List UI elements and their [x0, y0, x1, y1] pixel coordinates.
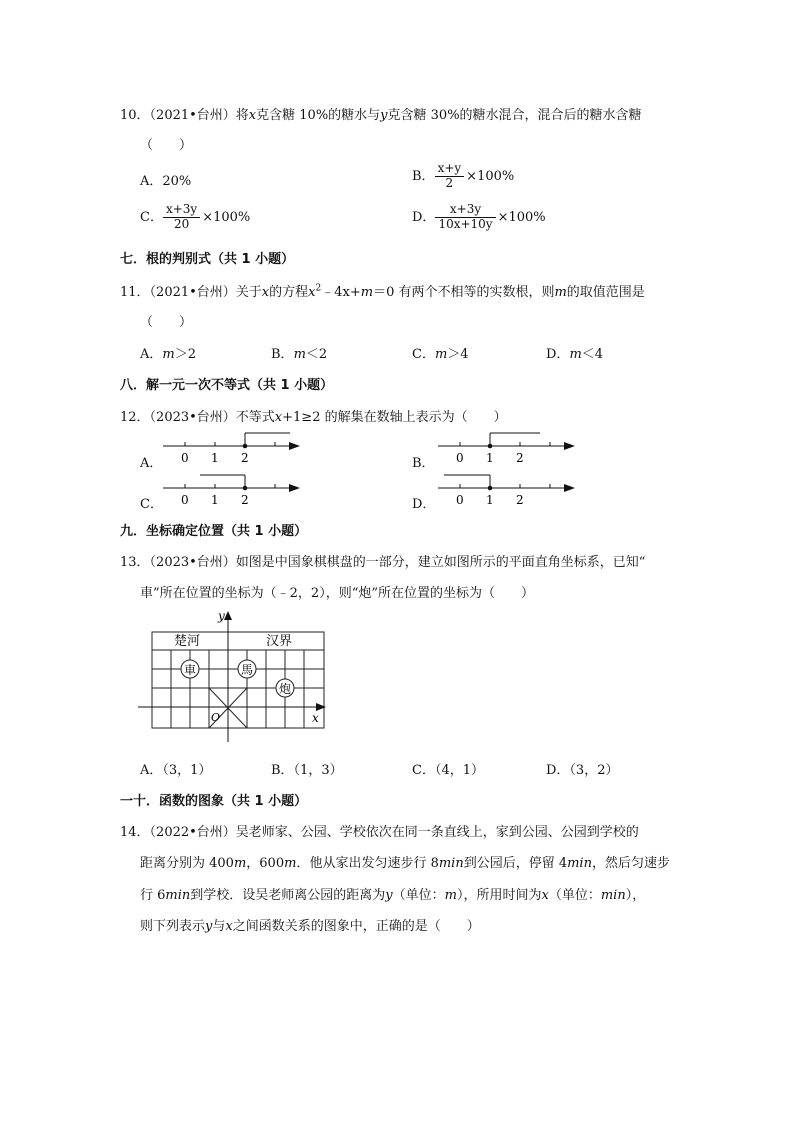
- q12-number-line-a: [155, 428, 305, 464]
- svg-text:1: 1: [486, 493, 494, 506]
- svg-text:2: 2: [516, 451, 524, 464]
- river-label-left: 楚河: [174, 634, 201, 649]
- svg-text:0: 0: [181, 493, 189, 506]
- svg-text:2: 2: [241, 493, 249, 506]
- q10-paren: （ ）: [140, 138, 193, 153]
- chess-board-diagram: [134, 608, 334, 744]
- q13-option-c: C．（4，1）: [412, 763, 484, 778]
- q13-option-d: D．（3，2）: [546, 763, 619, 778]
- q12-number-line-b: [430, 428, 580, 464]
- q11-option-c: C．m＞4: [412, 347, 469, 362]
- q10-option-b: B． $\frac{x+y}{2}$ ×100%: [412, 161, 515, 190]
- svg-text:1: 1: [486, 451, 494, 464]
- svg-text:2: 2: [241, 451, 249, 464]
- q13-option-a: A．（3，1）: [140, 763, 212, 778]
- q12-option-a-label: A．: [140, 456, 163, 471]
- svg-text:0: 0: [456, 493, 464, 506]
- fraction: $\frac{x+3y}{20}$: [163, 203, 200, 232]
- q12-number-line-d: [430, 470, 580, 506]
- q12-number-line-c: [155, 470, 305, 506]
- svg-text:2: 2: [516, 493, 524, 506]
- svg-text:0: 0: [456, 451, 464, 464]
- q14-stem-line4: 则下列表示y与x之间函数关系的图象中，正确的是（ ）: [140, 919, 480, 934]
- fraction: $\frac{x+3y}{10x+10y}$: [435, 203, 495, 232]
- q13-stem-line1: 13．（2023•台州）如图是中国象棋棋盘的一部分，建立如图所示的平面直角坐标系，已知“: [120, 555, 646, 570]
- svg-text:1: 1: [211, 493, 219, 506]
- origin-label: O: [211, 711, 221, 724]
- x-axis-label: x: [312, 711, 319, 725]
- q11-option-a: A．m＞2: [140, 347, 196, 362]
- svg-text:0: 0: [181, 451, 189, 464]
- q12-option-c-label: C．: [140, 497, 163, 512]
- q14-stem-line2: 距离分别为 400m，600m．他从家出发匀速步行 8min到公园后，停留 4min，然后匀速步: [140, 856, 670, 871]
- river-label-right: 汉界: [266, 634, 293, 649]
- q12-option-b-label: B．: [412, 456, 435, 471]
- q10-option-a: A．20%: [140, 174, 192, 189]
- section-heading-10: 一十．函数的图象（共 1 小题）: [120, 794, 308, 809]
- svg-text:1: 1: [211, 451, 219, 464]
- q13-stem-line2: 車”所在位置的坐标为（﹣2，2），则“炮”所在位置的坐标为（ ）: [140, 586, 534, 601]
- q10-option-c: C． $\frac{x+3y}{20}$ ×100%: [140, 202, 251, 231]
- q12-option-d-label: D．: [412, 497, 436, 512]
- q11-paren: （ ）: [140, 315, 193, 330]
- section-heading-9: 九．坐标确定位置（共 1 小题）: [120, 524, 308, 539]
- y-axis-label: y: [218, 609, 225, 623]
- q12-stem: 12．（2023•台州）不等式x+1≥2 的解集在数轴上表示为（ ）: [120, 410, 507, 425]
- q10-option-d: D． $\frac{x+3y}{10x+10y}$ ×100%: [412, 202, 546, 231]
- piece-horse: 馬: [241, 663, 254, 677]
- piece-chariot: 車: [184, 663, 197, 677]
- q13-option-b: B．（1，3）: [271, 763, 343, 778]
- q11-stem: 11．（2021•台州）关于x的方程$x^2﹣4x+m=0$ 有两个不相等的实数根，则m的取值范围是: [120, 283, 645, 300]
- q11-option-b: B．m＜2: [271, 347, 328, 362]
- fraction: $\frac{x+y}{2}$: [435, 162, 465, 191]
- q11-option-d: D．m＜4: [546, 347, 604, 362]
- q14-stem-line3: 行 6min到学校．设吴老师离公园的距离为y（单位：m），所用时间为x（单位：min），: [140, 888, 646, 903]
- section-heading-8: 八．解一元一次不等式（共 1 小题）: [120, 378, 334, 393]
- q14-stem-line1: 14．（2022•台州）吴老师家、公园、学校依次在同一条直线上，家到公园、公园到学校的: [120, 825, 639, 840]
- section-heading-7: 七．根的判别式（共 1 小题）: [120, 252, 295, 267]
- q10-stem: 10．（2021•台州）将x克含糖 10%的糖水与y克含糖 30%的糖水混合，混合后的糖水含糖: [120, 108, 642, 123]
- piece-cannon: 炮: [279, 682, 292, 696]
